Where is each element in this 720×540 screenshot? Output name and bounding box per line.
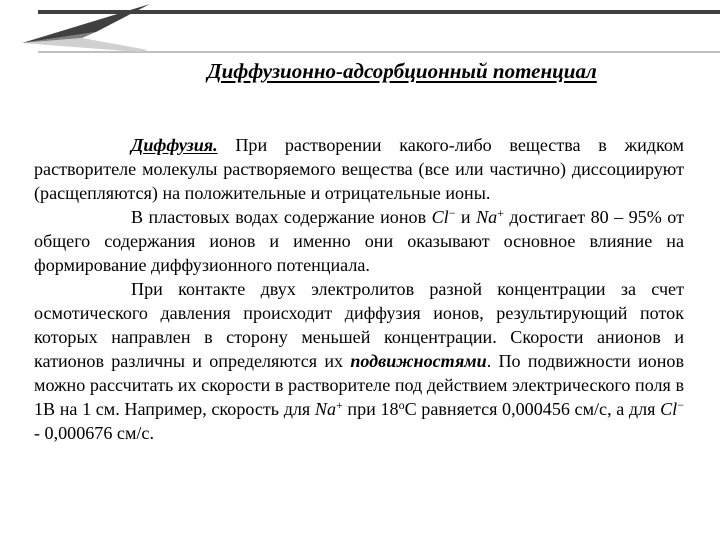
emphasized-term: подвижностями — [350, 351, 487, 371]
lead-word: Диффузия. — [131, 135, 218, 155]
paragraph-text: и — [455, 207, 477, 227]
logo-wedge-dark — [22, 4, 150, 43]
paragraph-text: достигает 80 – 95% от общего содержания ионов и именно они оказывают основное влияние на формирование диффузионного потенциала. — [34, 207, 684, 275]
paragraph-ion-content — [34, 205, 684, 277]
paragraph-text: При контакте двух электролитов разной концентрации за счет осмотического давления происходит диффузия ионов, результирующий поток которых направлен в сторону меньшей концентрации. Скорости анионов и катионов различны и определяются их — [34, 279, 684, 371]
decorative-logo-icon — [0, 0, 720, 60]
ion-chlorine: Cl — [431, 207, 449, 227]
paragraph-text: при 18 — [342, 399, 399, 419]
paragraph-text: В пластовых водах содержание ионов — [131, 207, 432, 227]
body-text — [34, 133, 684, 445]
ion-charge: − — [448, 206, 456, 220]
ion-charge: + — [497, 206, 504, 220]
ion-charge: − — [677, 398, 684, 412]
paragraph-text: . По подвижности ионов можно рассчитать их скорости в растворителе под действием электрического поля в 1В на 1 см. Например, скорость для — [34, 351, 684, 419]
ion-sodium: Na — [314, 399, 337, 419]
paragraph-text: С равняется 0,000456 см/с, а для — [404, 399, 661, 419]
ion-charge: + — [336, 398, 343, 412]
degree-mark: o — [398, 398, 405, 412]
page-title: Диффузионно-адсорбционный потенциал — [207, 59, 597, 83]
paragraph-text: При растворении какого-либо вещества в жидком растворителе молекулы растворяемого вещества (все или частично) диссоциируют (расщепляются) на положительные и отрицательные ионы. — [34, 135, 684, 203]
paragraph-text: - 0,000676 см/с. — [34, 423, 154, 443]
paragraph-diffusion — [34, 133, 684, 205]
ion-chlorine: Cl — [660, 399, 678, 419]
paragraph-mobility — [34, 277, 684, 445]
ion-sodium: Na — [476, 207, 498, 227]
